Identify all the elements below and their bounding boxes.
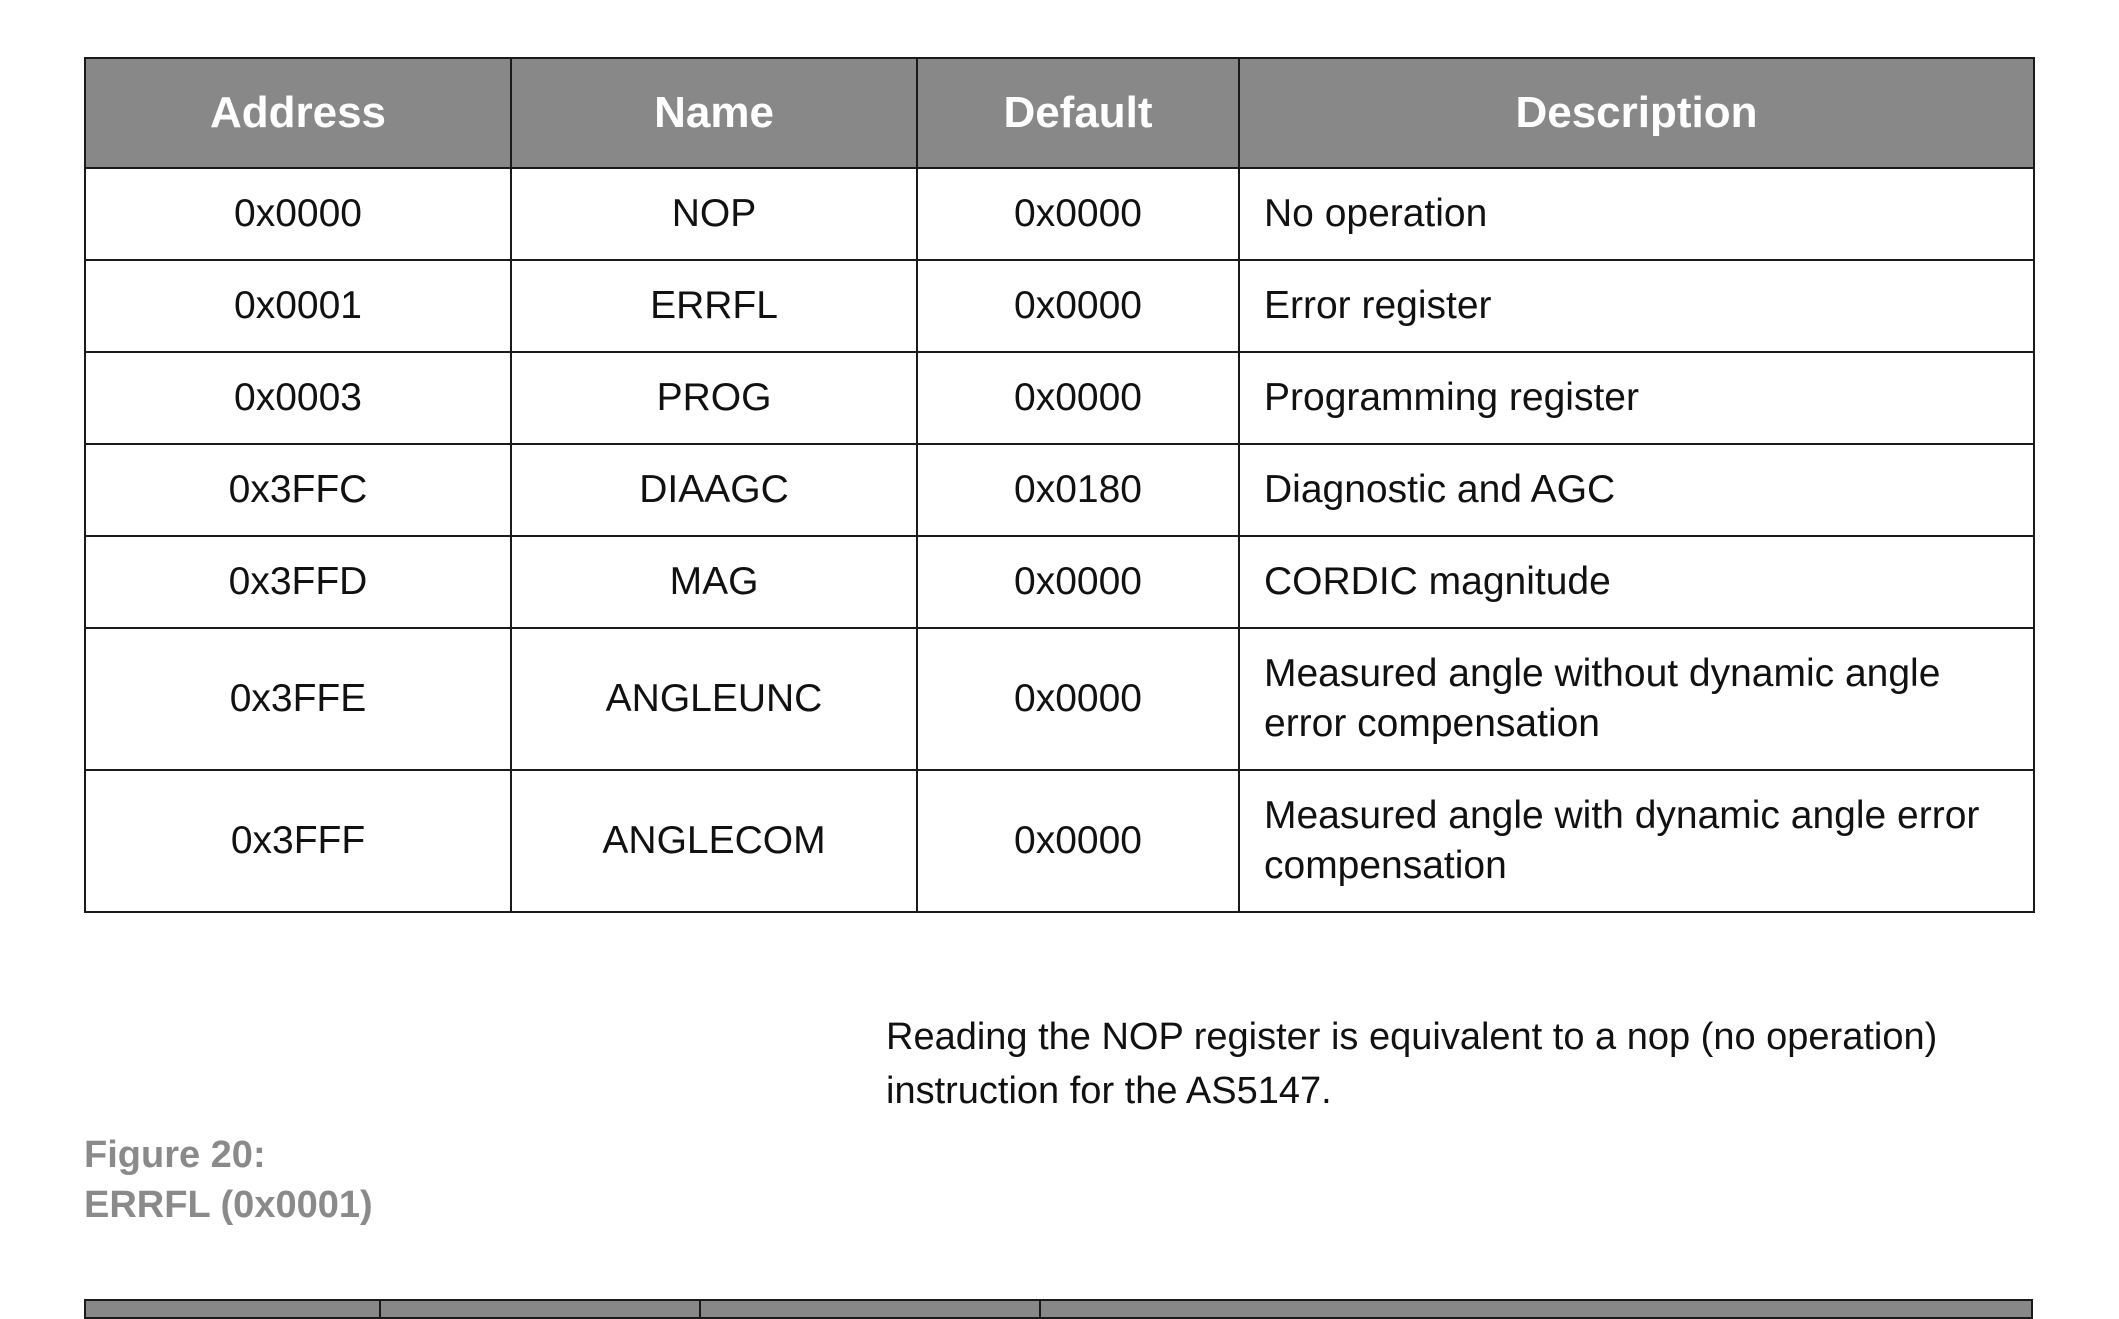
- header-description: Description: [1239, 58, 2034, 168]
- cell-name: MAG: [511, 536, 917, 628]
- table-header-row: [85, 58, 2034, 168]
- cell-address: 0x3FFF: [85, 770, 511, 912]
- cell-default: 0x0000: [917, 168, 1239, 260]
- table-row: [85, 260, 2034, 352]
- register-table: [84, 57, 2035, 913]
- cell-default: 0x0180: [917, 444, 1239, 536]
- next-table-header-strip: [84, 1299, 2033, 1319]
- cell-description: Diagnostic and AGC: [1239, 444, 2034, 536]
- cell-name: ANGLECOM: [511, 770, 917, 912]
- cell-name: ANGLEUNC: [511, 628, 917, 770]
- cell-name: DIAAGC: [511, 444, 917, 536]
- cell-address: 0x3FFC: [85, 444, 511, 536]
- cell-address: 0x3FFE: [85, 628, 511, 770]
- figure-caption: [84, 1130, 373, 1230]
- header-address: Address: [85, 58, 511, 168]
- table-row: [85, 628, 2034, 770]
- cell-address: 0x3FFD: [85, 536, 511, 628]
- figure-label: Figure 20:: [84, 1134, 266, 1176]
- table-row: [85, 536, 2034, 628]
- cell-default: 0x0000: [917, 536, 1239, 628]
- cell-address: 0x0000: [85, 168, 511, 260]
- header-name: Name: [511, 58, 917, 168]
- cell-default: 0x0000: [917, 770, 1239, 912]
- column-divider: [699, 1301, 701, 1317]
- nop-register-note: Reading the NOP register is equivalent to a nop (no operation) instruction for the AS5147.: [886, 1016, 1938, 1112]
- table-row: [85, 352, 2034, 444]
- cell-default: 0x0000: [917, 352, 1239, 444]
- header-default: Default: [917, 58, 1239, 168]
- cell-address: 0x0001: [85, 260, 511, 352]
- cell-name: ERRFL: [511, 260, 917, 352]
- cell-address: 0x0003: [85, 352, 511, 444]
- cell-description: Programming register: [1239, 352, 2034, 444]
- table-row: [85, 168, 2034, 260]
- cell-name: NOP: [511, 168, 917, 260]
- figure-title: ERRFL (0x0001): [84, 1184, 373, 1226]
- column-divider: [379, 1301, 381, 1317]
- table-row: [85, 444, 2034, 536]
- cell-description: Measured angle without dynamic angle error compensation: [1239, 628, 2034, 770]
- cell-description: No operation: [1239, 168, 2034, 260]
- cell-default: 0x0000: [917, 260, 1239, 352]
- cell-name: PROG: [511, 352, 917, 444]
- cell-description: Measured angle with dynamic angle error compensation: [1239, 770, 2034, 912]
- cell-description: Error register: [1239, 260, 2034, 352]
- column-divider: [1039, 1301, 1041, 1317]
- table-row: [85, 770, 2034, 912]
- cell-description: CORDIC magnitude: [1239, 536, 2034, 628]
- cell-default: 0x0000: [917, 628, 1239, 770]
